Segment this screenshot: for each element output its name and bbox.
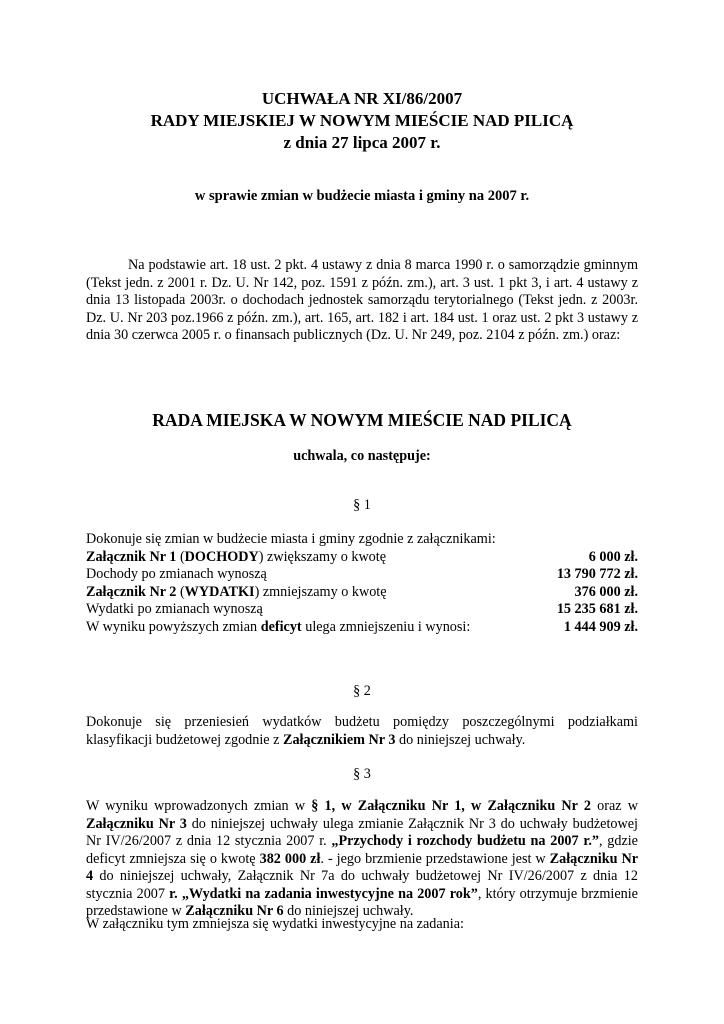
resolution-date: z dnia 27 lipca 2007 r. [283,133,441,152]
resolves-line: uchwala, co następuje: [293,448,431,464]
budget-change-label: Załącznik Nr 2 (WYDATKI) zmniejszamy o kwotę [86,583,387,600]
budget-change-row [86,584,638,602]
section-3-marker: § 3 [353,766,371,782]
budget-change-row [86,619,638,637]
section-1-marker: § 1 [353,497,371,513]
section-3-paragraph: W wyniku wprowadzonych zmian w § 1, w Załączniku Nr 1, w Załączniku Nr 2 oraz w Załączniku Nr 3 do niniejszej uchwały ulega zmianie Załącznik Nr 3 do uchwały budżetowej Nr IV/26/2007 z dnia 12 stycznia 2007 r. „Przychody i rozchody budżetu na 2007 r.”, gdzie deficyt zmniejsza się o kwotę 382 000 zł. - jego brzmienie przedstawione jest w Załączniku Nr 4 do niniejszej uchwały, Załącznik Nr 7a do uchwały budżetowej Nr IV/26/2007 z dnia 12 stycznia 2007 r. „Wydatki na zadania inwestycyjne na 2007 rok”, który otrzymuje brzmienie przedstawione w Załączniku Nr 6 do niniejszej uchwały. [86,798,639,919]
budget-change-amount: 15 235 681 zł. [556,601,638,617]
section-2-marker: § 2 [353,683,371,699]
section-1-body [86,531,638,636]
section-1-intro: Dokonuje się zmian w budżecie miasta i gminy zgodnie z załącznikami: [86,531,496,547]
budget-change-label: Wydatki po zmianach wynoszą [86,601,263,617]
section-3-last-line: W załączniku tym zmniejsza się wydatki inwestycyjne na zadania: [86,916,464,932]
budget-change-amount: 13 790 772 zł. [556,566,638,582]
budget-change-amount: 6 000 zł. [588,548,638,565]
budget-change-row [86,601,638,619]
budget-change-label: Załącznik Nr 1 (DOCHODY) zwiększamy o kwotę [86,548,387,565]
council-heading: RADA MIEJSKA W NOWYM MIEŚCIE NAD PILICĄ [152,410,572,430]
budget-change-label: Dochody po zmianach wynoszą [86,566,267,582]
budget-change-list [86,549,638,637]
budget-change-amount: 1 444 909 zł. [563,618,638,635]
budget-change-amount: 376 000 zł. [574,583,638,600]
section-2-paragraph: Dokonuje się przeniesień wydatków budżetu pomiędzy poszczególnymi podziałkami klasyfikacji budżetowej zgodnie z Załącznikiem Nr 3 do niniejszej uchwały. [86,714,638,748]
document-header [0,88,724,154]
budget-change-label: W wyniku powyższych zmian deficyt ulega zmniejszeniu i wynosi: [86,618,471,635]
issuing-body: RADY MIEJSKIEJ W NOWYM MIEŚCIE NAD PILICĄ [150,111,574,130]
resolution-subject: w sprawie zmian w budżecie miasta i gminy na 2007 r. [194,188,530,204]
resolution-number: UCHWAŁA NR XI/86/2007 [261,89,463,108]
legal-basis-paragraph: Na podstawie art. 18 ust. 2 pkt. 4 ustawy z dnia 8 marca 1990 r. o samorządzie gminnym (Tekst jedn. z 2001 r. Dz. U. Nr 142, poz. 1591 z późn. zm.), art. 3 ust. 1 pkt 3, i art. 4 ustawy z dnia 13 listopada 2003r. o dochodach jednostek samorządu terytorialnego (Tekst jedn. z 2003r. Dz. U. Nr 203 poz.1966 z późn. zm.), art. 165, art. 182 i art. 184 ust. 1 oraz ust. 2 pkt 3 ustawy z dnia 30 czerwca 2005 r. o finansach publicznych (Dz. U. Nr 249, poz. 2104 z późn. zm.) oraz: [86,257,638,343]
budget-change-row [86,566,638,584]
budget-change-row [86,549,638,567]
